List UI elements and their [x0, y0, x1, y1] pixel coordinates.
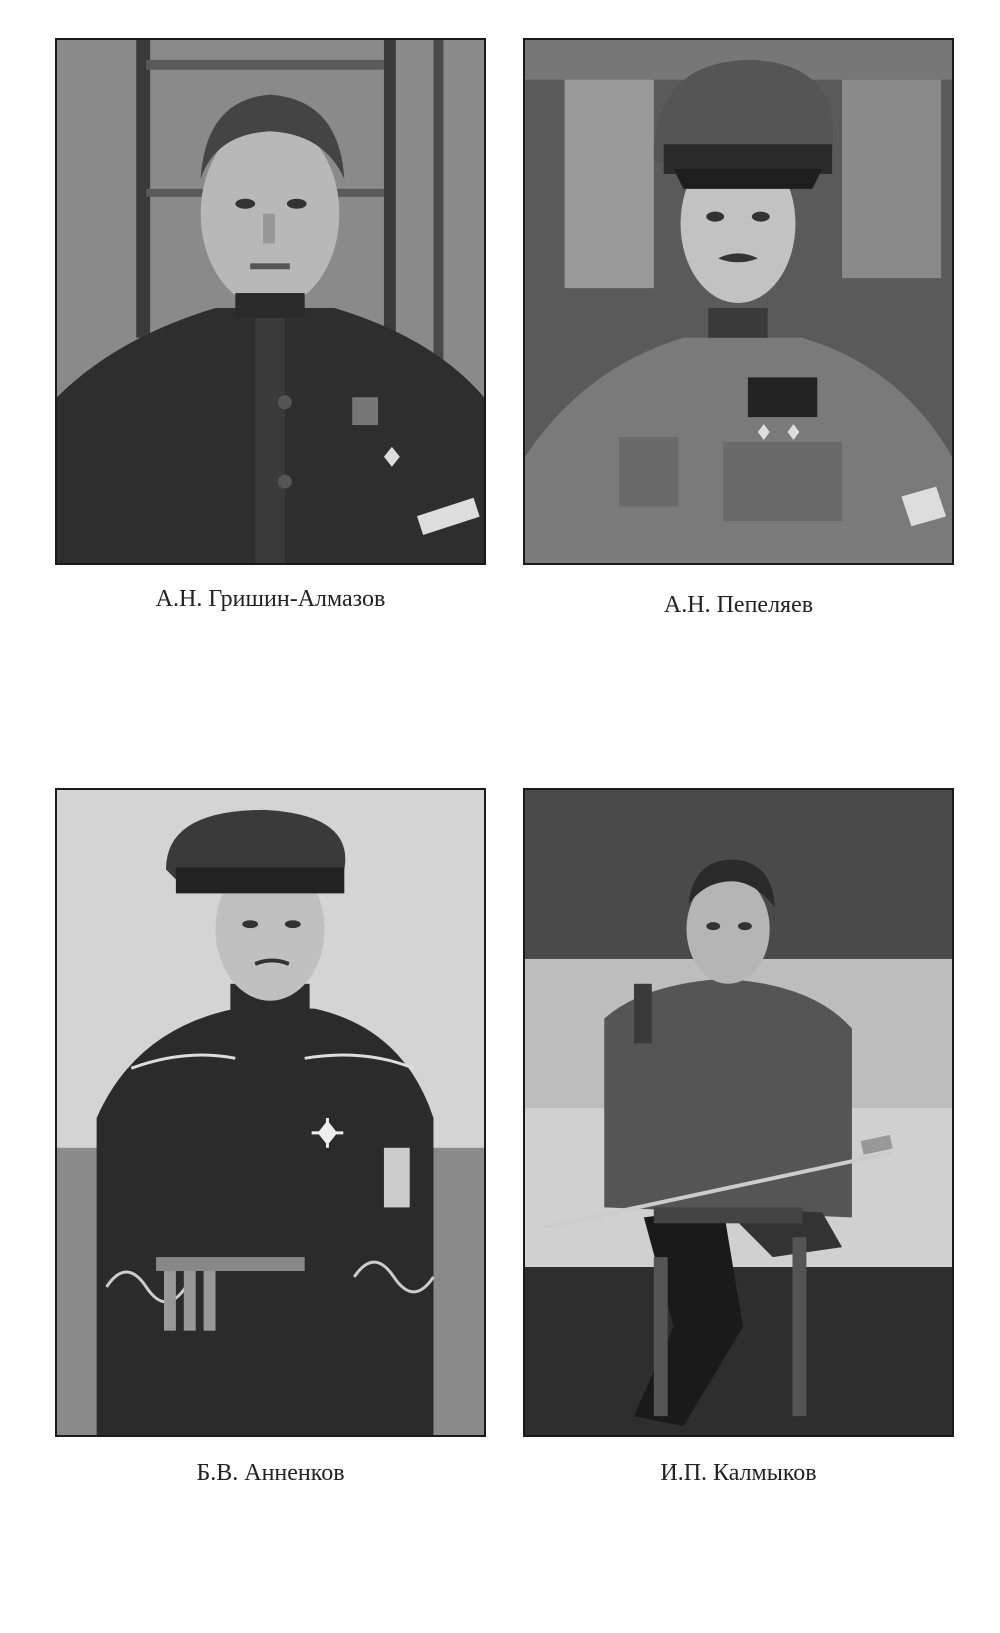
- caption-kalmykov: И.П. Калмыков: [660, 1460, 817, 1486]
- caption-annenkov: Б.В. Анненков: [196, 1460, 345, 1486]
- portrait-photo-kalmykov: [523, 788, 954, 1437]
- portrait-photo-annenkov: [55, 788, 486, 1437]
- caption-grishin-almazov: А.Н. Гришин-Алмазов: [155, 586, 386, 612]
- portrait-photo-grishin-almazov: [55, 38, 486, 565]
- caption-pepelyaev: А.Н. Пепеляев: [663, 592, 814, 618]
- portrait-photo-pepelyaev: [523, 38, 954, 565]
